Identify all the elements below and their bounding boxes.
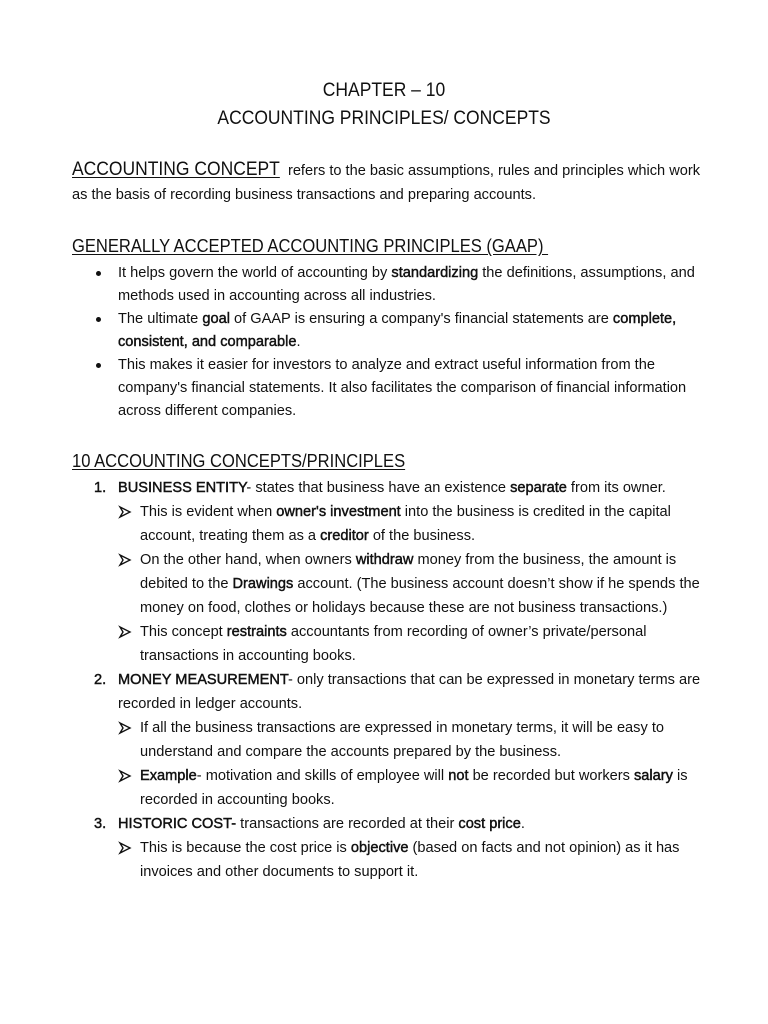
chapter-heading: CHAPTER – 10	[322, 80, 446, 101]
intro-paragraph	[72, 158, 712, 207]
sub-point: This is because the cost price is objective (based on facts and not opinion) as it has invoices and other documents to support it.	[118, 836, 714, 884]
concept-item-money-measurement: 2. MONEY MEASUREMENT- only transactions that can be expressed in monetary terms are recorded in ledger accounts. If all the business transactions are expressed in monetary terms, it will be easy to understand and compare the accounts prepared by the business. Example- motivation and skills of employee will not be recorded but workers salary is recorded in accounting books.	[94, 668, 714, 812]
intro-text-b: as the basis of recording business transactions and preparing accounts.	[72, 187, 537, 203]
concept-title: BUSINESS ENTITY	[118, 480, 247, 496]
highlight-example: Example	[140, 768, 197, 784]
gaap-bullet-list	[92, 262, 712, 423]
highlight-cost-price: cost price	[458, 816, 521, 832]
arrow-bullet-icon	[118, 620, 132, 644]
highlight-objective: objective	[350, 840, 409, 856]
gaap-heading: GENERALLY ACCEPTED ACCOUNTING PRINCIPLES (GAAP)	[72, 236, 549, 256]
accounting-concept-term: ACCOUNTING CONCEPT	[72, 159, 280, 180]
highlight-separate: separate	[510, 480, 567, 496]
concept-title: MONEY MEASUREMENT	[118, 672, 289, 688]
arrow-bullet-icon	[118, 764, 132, 788]
chapter-title: ACCOUNTING PRINCIPLES/ CONCEPTS	[217, 108, 551, 129]
bullet-dot-icon	[96, 363, 101, 368]
sub-point-list	[118, 836, 714, 884]
arrow-bullet-icon	[118, 836, 132, 860]
sub-point: This is evident when owner's investment into the business is credited in the capital account, treating them as a creditor of the business.	[118, 500, 714, 548]
bullet-dot-icon	[96, 317, 101, 322]
gaap-bullet-item: It helps govern the world of accounting by standardizing the definitions, assumptions, and methods used in accounting across all industries.	[92, 262, 712, 308]
sub-point-list	[118, 500, 714, 668]
item-number: 2.	[94, 672, 107, 688]
sub-point: If all the business transactions are expressed in monetary terms, it will be easy to understand and compare the accounts prepared by the business.	[118, 716, 714, 764]
highlight-withdraw: withdraw	[355, 552, 414, 568]
highlight-not: not	[448, 768, 469, 784]
bullet-dot-icon	[96, 271, 101, 276]
concept-item-historic-cost: 3. HISTORIC COST- transactions are recorded at their cost price. This is because the cost price is objective (based on facts and not opinion) as it has invoices and other documents to support it.	[94, 812, 714, 884]
arrow-bullet-icon	[118, 716, 132, 740]
concept-item-business-entity: 1. BUSINESS ENTITY- states that business have an existence separate from its owner. This is evident when owner's investment into the business is credited in the capital account, treating them as a creditor of the business. On the other hand, when owners withdraw money from the business, the amount is debited to the Drawings account. (The business account doesn’t show if he spends the money on food, clothes or holidays because these are not business transactions.) This concept restraints accountants from recording of owner’s private/personal transactions in accounting books.	[94, 476, 714, 668]
sub-point: Example- motivation and skills of employee will not be recorded but workers salary is recorded in accounting books.	[118, 764, 714, 812]
intro-text-a: refers to the basic assumptions, rules and principles which work	[283, 163, 701, 179]
highlight-restraints: restraints	[226, 624, 287, 640]
arrow-bullet-icon	[118, 500, 132, 524]
item-number: 3.	[94, 816, 107, 832]
highlight-goal: goal	[202, 311, 230, 327]
highlight-drawings: Drawings	[232, 576, 294, 592]
concepts-list	[94, 476, 714, 884]
concept-title: HISTORIC COST-	[118, 816, 237, 832]
sub-point: On the other hand, when owners withdraw money from the business, the amount is debited to the Drawings account. (The business account doesn’t show if he spends the money on food, clothes or holidays because these are not business transactions.)	[118, 548, 714, 620]
sub-point: This concept restraints accountants from recording of owner’s private/personal transactions in accounting books.	[118, 620, 714, 668]
highlight-complete-consistent-comparable: complete, consistent, and comparable	[118, 311, 677, 350]
concepts-heading: 10 ACCOUNTING CONCEPTS/PRINCIPLES	[72, 451, 406, 471]
highlight-salary: salary	[634, 768, 673, 784]
item-number: 1.	[94, 480, 107, 496]
highlight-standardizing: standardizing	[391, 265, 479, 281]
arrow-bullet-icon	[118, 548, 132, 572]
highlight-creditor: creditor	[320, 528, 369, 544]
gaap-bullet-item: The ultimate goal of GAAP is ensuring a company's financial statements are complete, consistent, and comparable.	[92, 308, 712, 354]
highlight-owners-investment: owner's investment	[276, 504, 401, 520]
gaap-bullet-item: This makes it easier for investors to analyze and extract useful information from the company's financial statements. It also facilitates the comparison of financial information across different companies.	[92, 354, 712, 423]
sub-point-list	[118, 716, 714, 812]
